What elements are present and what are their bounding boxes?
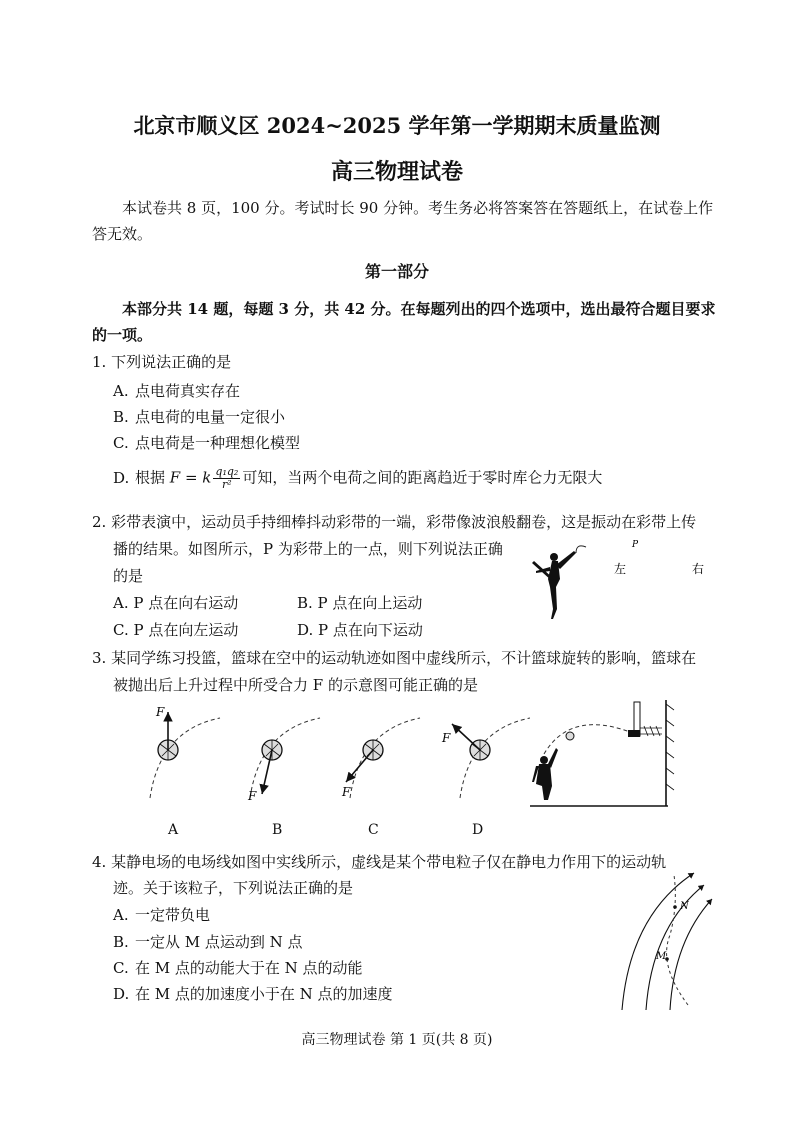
- option-label: C.: [113, 959, 129, 977]
- option-text: 一定从 M 点运动到 N 点: [135, 933, 303, 951]
- page-footer: 高三物理试卷 第 1 页(共 8 页): [301, 1032, 493, 1048]
- q1-option-b: [113, 407, 285, 427]
- part-heading: 第一部分: [364, 262, 429, 281]
- q3-stem-line-2: 被抛出后上升过程中所受合力 F 的示意图可能正确的是: [113, 676, 478, 694]
- paper-subtitle: 高三物理试卷: [330, 159, 463, 185]
- option-label: D.: [113, 468, 130, 487]
- trajectory-dashed: [460, 718, 530, 798]
- label-n: N: [680, 901, 689, 912]
- option-label: A.: [113, 906, 129, 924]
- q2-option-d: D. P 点在向下运动: [297, 621, 423, 639]
- part-instructions-line-1: 本部分共 14 题，每题 3 分，共 42 分。在每题列出的四个选项中，选出最符合题目要求: [122, 300, 716, 318]
- field-line: [622, 873, 694, 1010]
- force-arrow: [452, 724, 480, 750]
- q1-option-c: [113, 433, 300, 453]
- force-label: F: [342, 785, 351, 799]
- fig-label-d: D: [472, 822, 484, 838]
- dancer-silhouette: [532, 551, 576, 619]
- fig-label-c: C: [368, 822, 379, 838]
- option-label: B.: [113, 408, 129, 426]
- basketball: [566, 732, 574, 740]
- q2-stem-line-2: 播的结果。如图所示，P 为彩带上的一点，则下列说法正确: [113, 540, 503, 558]
- option-b-diagram: [247, 718, 320, 803]
- option-label: C.: [113, 434, 129, 452]
- q4-option-d: [113, 984, 393, 1004]
- option-label: B.: [113, 933, 129, 951]
- trajectory-dashed: [350, 718, 420, 798]
- option-label: A.: [113, 382, 129, 400]
- option-d-diagram: [441, 718, 530, 798]
- q2-option-a: A. P 点在向右运动: [113, 594, 239, 612]
- q2-option-c: C. P 点在向左运动: [113, 621, 239, 639]
- option-a-diagram: [150, 705, 220, 798]
- label-left: 左: [614, 562, 627, 576]
- option-c-diagram: [341, 718, 420, 799]
- q2-stem-line-3: 的是: [113, 567, 144, 585]
- trajectory-dashed: [150, 718, 220, 798]
- q2-stem-line-1: 2. 彩带表演中，运动员手持细棒抖动彩带的一端，彩带像波浪般翻卷，这是振动在彩带上传: [92, 513, 697, 531]
- q1-option-a: [113, 381, 240, 401]
- q3-force-options-figure: [130, 700, 530, 840]
- q2-option-b: B. P 点在向上运动: [297, 594, 423, 612]
- option-text: 点电荷真实存在: [135, 382, 241, 400]
- intro-line-2: 答无效。: [92, 225, 153, 243]
- force-label: F: [156, 705, 165, 719]
- q4-stem-line-2: 迹。关于该粒子，下列说法正确的是: [113, 879, 354, 897]
- option-text: 在 M 点的动能大于在 N 点的动能: [135, 959, 363, 977]
- player-silhouette: [532, 748, 558, 800]
- label-m: M: [656, 951, 667, 962]
- ribbon-stick: [576, 546, 586, 553]
- paper-title: 北京市顺义区 2024~2025 学年第一学期期末质量监测: [133, 113, 661, 138]
- option-d-suffix: 可知，当两个电荷之间的距离趋近于零时库仑力无限大: [242, 468, 603, 487]
- wall-hatching: [666, 704, 674, 790]
- option-text: 在 M 点的加速度小于在 N 点的加速度: [135, 985, 393, 1003]
- q1-option-d: [113, 466, 602, 491]
- q4-option-a: [113, 905, 210, 925]
- q3-stem-line-1: 3. 某同学练习投篮，篮球在空中的运动轨迹如图中虚线所示，不计篮球旋转的影响，篮球在: [92, 649, 697, 667]
- formula-numerator: q₁q₂: [215, 465, 239, 478]
- force-label: F: [248, 789, 257, 803]
- hoop-net: [640, 726, 662, 736]
- point-n: [673, 905, 677, 909]
- intro-line-1: 本试卷共 8 页，100 分。考试时长 90 分钟。考生务必将答案答在答题纸上，在试卷上作: [122, 199, 714, 217]
- field-line: [646, 885, 704, 1010]
- coulomb-formula-lhs: F = k: [169, 468, 212, 487]
- label-right: 右: [692, 562, 705, 576]
- q4-stem-line-1: 4. 某静电场的电场线如图中实线所示，虚线是某个带电粒子仅在静电力作用下的运动轨: [92, 853, 667, 871]
- force-arrow: [346, 750, 373, 782]
- electric-field-figure: [612, 855, 722, 1015]
- q4-option-b: [113, 932, 303, 952]
- point-p-label: P: [632, 540, 639, 550]
- option-text: 点电荷是一种理想化模型: [135, 434, 301, 452]
- coulomb-formula-fraction: [213, 466, 240, 491]
- fig-label-b: B: [272, 822, 283, 838]
- particle-trajectory: [667, 875, 688, 1005]
- q4-option-c: [113, 958, 363, 978]
- fig-label-a: A: [168, 822, 179, 838]
- ribbon-dancer-figure: [530, 535, 720, 625]
- option-text: 一定带负电: [135, 906, 211, 924]
- force-label: F: [442, 731, 451, 745]
- basketball-shot-scene: [530, 690, 680, 810]
- q1-stem: 1. 下列说法正确的是: [92, 353, 232, 371]
- option-label: D.: [113, 985, 130, 1003]
- option-d-prefix: 根据: [135, 468, 166, 487]
- formula-denominator: r²: [222, 478, 232, 491]
- trajectory-dashed: [250, 718, 320, 798]
- option-text: 点电荷的电量一定很小: [135, 408, 286, 426]
- part-instructions-line-2: 的一项。: [92, 326, 153, 344]
